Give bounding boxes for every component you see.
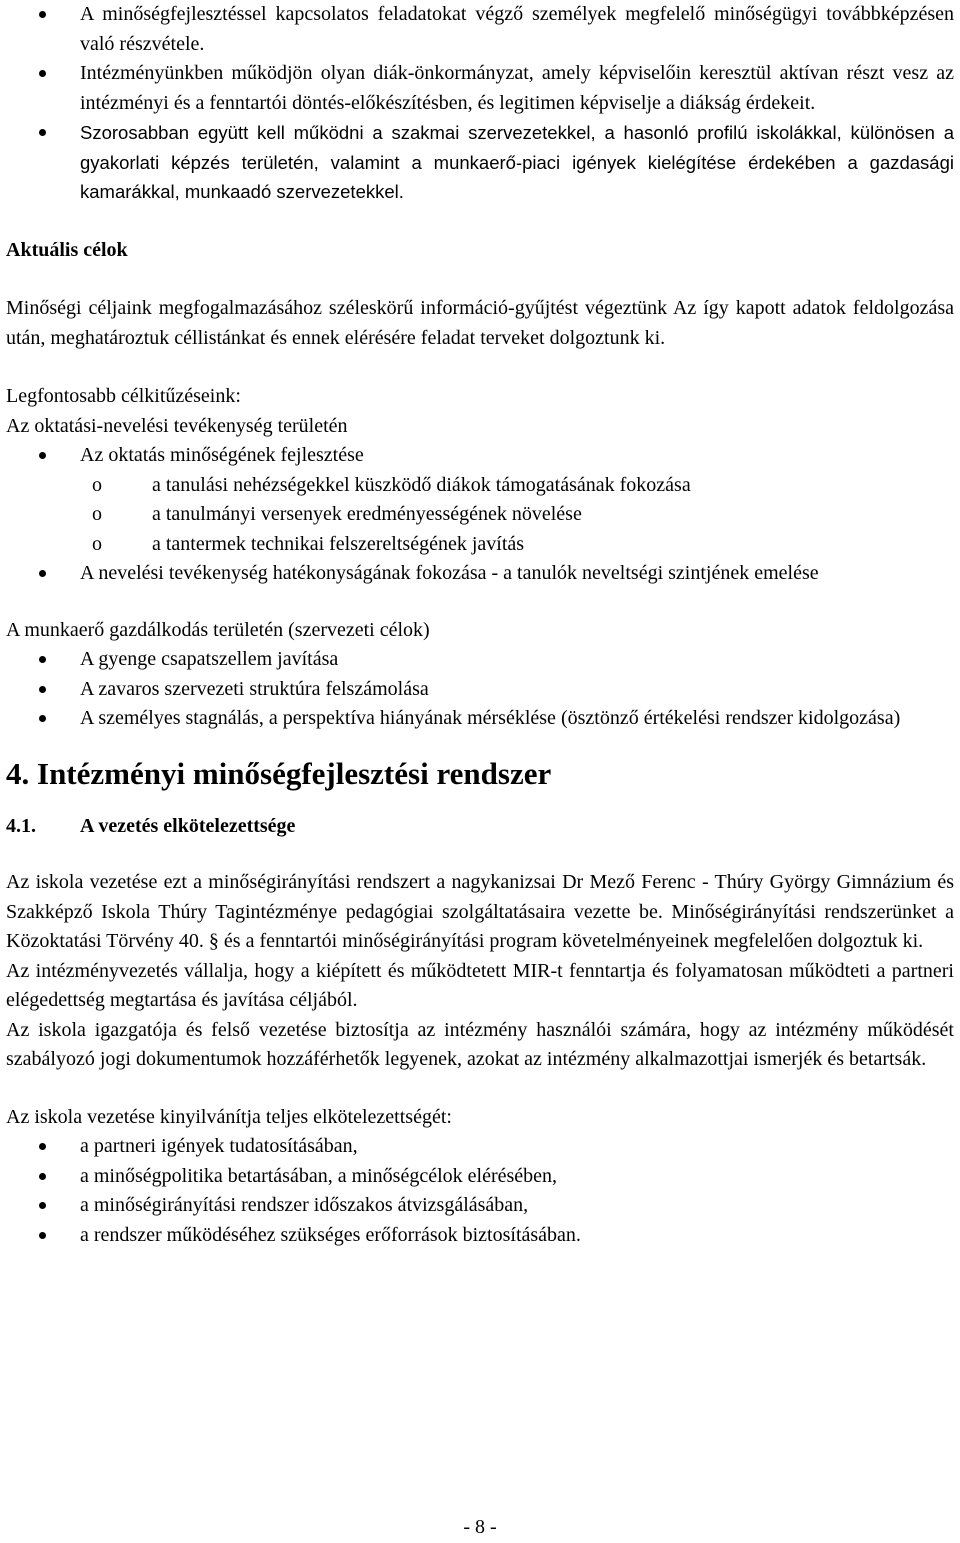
list-item: Az oktatás minőségének fejlesztése	[6, 441, 954, 471]
sub-marker: o	[92, 503, 102, 525]
document-page	[6, 0, 954, 1250]
section-title-text: A vezetés elkötelezettsége	[80, 814, 296, 837]
list-item: A személyes stagnálás, a perspektíva hiányának mérséklése (ösztönző értékelési rendszer kidolgozása)	[6, 704, 954, 734]
sub-marker: o	[92, 532, 102, 555]
oktatasi-heading: Az oktatási-nevelési tevékenység területén	[6, 414, 348, 437]
section-heading-aktualis: Aktuális célok	[6, 238, 128, 261]
section-4-1-title	[6, 812, 954, 842]
top-bullet-list	[6, 0, 954, 207]
commitment-list	[6, 1132, 954, 1250]
list-item: A zavaros szervezeti struktúra felszámolása	[6, 675, 954, 705]
paragraph: Az intézményvezetés vállalja, hogy a kiépített és működtetett MIR-t fenntartja és folyamatosan működteti a partneri elégedettség megtartása és javítása céljából.	[6, 959, 954, 1011]
paragraph: Az iskola vezetése ezt a minőségirányítási rendszert a nagykanizsai Dr Mező Ferenc - Thúry György Gimnázium és Szakképző Iskola Thúry Tagintézménye pedagógiai szolgáltatásaira vezette be. Minőségirányítási rendszerünket a Közoktatási Törvény 40. § és a fenntartói minőségirányítási program követelményeinek megfelelően dolgoztuk ki.	[6, 871, 954, 952]
list-item: Szorosabban együtt kell működni a szakmai szervezetekkel, a hasonló profilú iskolákkal, különösen a gyakorlati képzés területén, valamint a munkaerő-piaci igények kielégítése érdekében a gazdasági kamarákkal, munkaadó szervezetekkel.	[6, 118, 954, 207]
list-item: A minőségfejlesztéssel kapcsolatos feladatokat végző személyek megfelelő minőségügyi továbbképzésen való részvétele.	[6, 0, 954, 59]
paragraph: Az iskola igazgatója és felső vezetése biztosítja az intézmény használói számára, hogy az intézmény működését szabályozó jogi dokumentumok hozzáférhetők legyenek, azokat az intézmény alkalmazottjai ismerjék és betartsák.	[6, 1018, 954, 1070]
list-item: Intézményünkben működjön olyan diák-önkormányzat, amely képviselőin keresztül aktívan részt vesz az intézményi és a fenntartói döntés-előkészítésben, és legitimen képviselje a diákság érdekeit.	[6, 59, 954, 118]
commitment-intro: Az iskola vezetése kinyilvánítja teljes elkötelezettségét:	[6, 1105, 452, 1128]
sub-list-item: o a tantermek technikai felszereltségének javítás	[6, 530, 954, 560]
section-number: 4.1.	[6, 814, 36, 837]
list-item: A nevelési tevékenység hatékonyságának fokozása - a tanulók neveltségi szintjének emelése	[6, 559, 954, 589]
sub-marker: o	[92, 473, 102, 496]
neveles-list	[6, 559, 954, 589]
munkaero-list	[6, 645, 954, 734]
list-item: a rendszer működéséhez szükséges erőforrások biztosításában.	[6, 1221, 954, 1251]
list-item: a partneri igények tudatosításában,	[6, 1132, 954, 1162]
list-item: a minőségpolitika betartásában, a minőségcélok elérésében,	[6, 1162, 954, 1192]
legfontosabb-label: Legfontosabb célkitűzéseink:	[6, 385, 241, 407]
sub-list-item: o a tanulmányi versenyek eredményességének növelése	[6, 500, 954, 530]
paragraph-aktualis: Minőségi céljaink megfogalmazásához széleskörű információ-gyűjtést végeztünk Az így kapott adatok feldolgozása után, meghatároztuk céllistánkat és ennek elérésére feladat terveket dolgoztunk ki.	[6, 297, 954, 349]
page-number: - 8 -	[463, 1516, 497, 1538]
oktatas-sub-list	[6, 471, 954, 560]
munkaero-heading: A munkaerő gazdálkodás területén (szervezeti célok)	[6, 618, 430, 641]
list-item: A gyenge csapatszellem javítása	[6, 645, 954, 675]
sub-list-item: o a tanulási nehézségekkel küszködő diákok támogatásának fokozása	[6, 471, 954, 501]
section-4-title: 4. Intézményi minőségfejlesztési rendszer	[6, 755, 552, 791]
list-item: a minőségirányítási rendszer időszakos átvizsgálásában,	[6, 1191, 954, 1221]
oktatas-list	[6, 441, 954, 471]
